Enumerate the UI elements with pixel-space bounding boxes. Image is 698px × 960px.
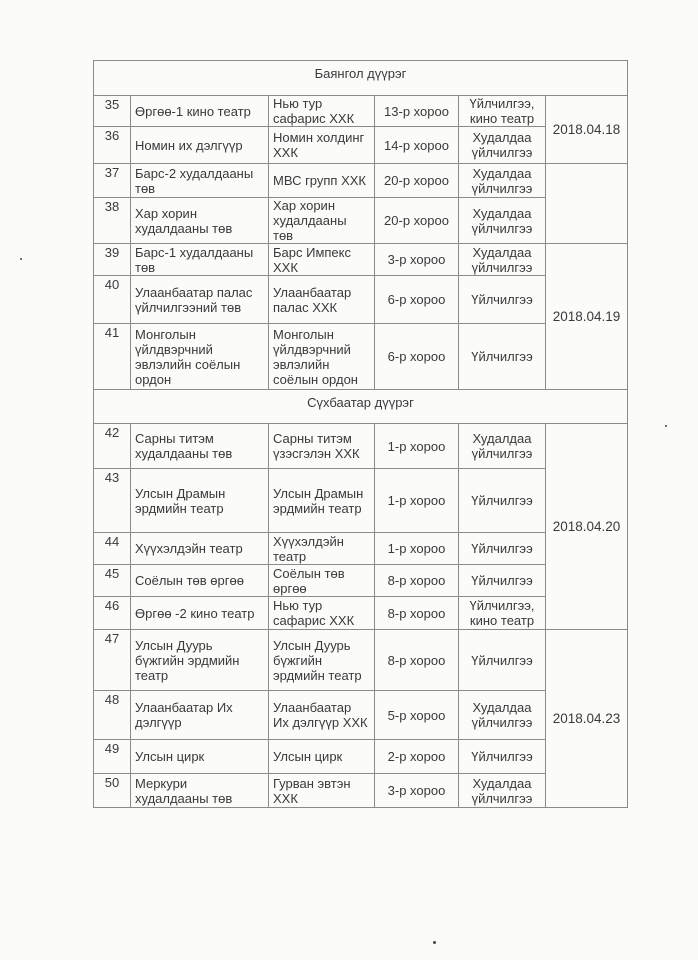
service-type: Үйлчилгээ bbox=[459, 469, 546, 533]
khoroo: 20-р хороо bbox=[375, 198, 459, 244]
district-title: Сүхбаатар дүүрэг bbox=[94, 390, 628, 424]
organization: Соёлын төв өргөө bbox=[269, 565, 375, 597]
row-number: 49 bbox=[94, 740, 131, 774]
service-type: Худалдаа үйлчилгээ bbox=[459, 198, 546, 244]
inspection-schedule-table bbox=[93, 60, 628, 808]
row-number: 47 bbox=[94, 630, 131, 691]
inspection-date: 2018.04.18 bbox=[546, 96, 628, 164]
khoroo: 6-р хороо bbox=[375, 276, 459, 324]
row-number: 44 bbox=[94, 533, 131, 565]
khoroo: 2-р хороо bbox=[375, 740, 459, 774]
row-number: 35 bbox=[94, 96, 131, 127]
venue-name: Меркури худалдааны төв bbox=[131, 774, 269, 808]
scan-speck bbox=[20, 258, 22, 260]
venue-name: Улсын Дуурь бүжгийн эрдмийн театр bbox=[131, 630, 269, 691]
khoroo: 3-р хороо bbox=[375, 244, 459, 276]
inspection-date: 2018.04.20 bbox=[546, 424, 628, 630]
khoroo: 8-р хороо bbox=[375, 565, 459, 597]
service-type: Үйлчилгээ bbox=[459, 324, 546, 390]
service-type: Үйлчилгээ bbox=[459, 740, 546, 774]
row-number: 40 bbox=[94, 276, 131, 324]
table-row bbox=[94, 164, 628, 198]
service-type: Худалдаа үйлчилгээ bbox=[459, 127, 546, 164]
service-type: Үйлчилгээ bbox=[459, 630, 546, 691]
khoroo: 6-р хороо bbox=[375, 324, 459, 390]
scan-speck bbox=[433, 941, 436, 944]
venue-name: Өргөө -2 кино театр bbox=[131, 597, 269, 630]
table-row bbox=[94, 424, 628, 469]
district-header-row bbox=[94, 390, 628, 424]
venue-name: Улсын цирк bbox=[131, 740, 269, 774]
row-number: 36 bbox=[94, 127, 131, 164]
venue-name: Улсын Драмын эрдмийн театр bbox=[131, 469, 269, 533]
organization: Улаанбаатар палас ХХК bbox=[269, 276, 375, 324]
venue-name: Монголын үйлдвэрчний эвлэлийн соёлын ордон bbox=[131, 324, 269, 390]
service-type: Худалдаа үйлчилгээ bbox=[459, 164, 546, 198]
inspection-date bbox=[546, 164, 628, 244]
service-type: Үйлчилгээ bbox=[459, 565, 546, 597]
row-number: 37 bbox=[94, 164, 131, 198]
khoroo: 8-р хороо bbox=[375, 597, 459, 630]
district-title: Баянгол дүүрэг bbox=[94, 61, 628, 96]
khoroo: 13-р хороо bbox=[375, 96, 459, 127]
venue-name: Сарны титэм худалдааны төв bbox=[131, 424, 269, 469]
row-number: 48 bbox=[94, 691, 131, 740]
khoroo: 1-р хороо bbox=[375, 469, 459, 533]
table-row bbox=[94, 630, 628, 691]
venue-name: Өргөө-1 кино театр bbox=[131, 96, 269, 127]
organization: Хар хорин худалдааны төв bbox=[269, 198, 375, 244]
khoroo: 1-р хороо bbox=[375, 533, 459, 565]
organization: Хүүхэлдэйн театр bbox=[269, 533, 375, 565]
service-type: Худалдаа үйлчилгээ bbox=[459, 424, 546, 469]
venue-name: Улаанбаатар палас үйлчилгээний төв bbox=[131, 276, 269, 324]
service-type: Худалдаа үйлчилгээ bbox=[459, 774, 546, 808]
venue-name: Барс-1 худалдааны төв bbox=[131, 244, 269, 276]
service-type: Худалдаа үйлчилгээ bbox=[459, 691, 546, 740]
khoroo: 1-р хороо bbox=[375, 424, 459, 469]
row-number: 41 bbox=[94, 324, 131, 390]
service-type: Үйлчилгээ bbox=[459, 533, 546, 565]
scan-speck bbox=[665, 425, 667, 427]
row-number: 46 bbox=[94, 597, 131, 630]
organization: Нью тур сафарис ХХК bbox=[269, 597, 375, 630]
inspection-date: 2018.04.19 bbox=[546, 244, 628, 390]
organization: Нью тур сафарис ХХК bbox=[269, 96, 375, 127]
organization: Улсын Драмын эрдмийн театр bbox=[269, 469, 375, 533]
organization: Номин холдинг ХХК bbox=[269, 127, 375, 164]
row-number: 38 bbox=[94, 198, 131, 244]
venue-name: Соёлын төв өргөө bbox=[131, 565, 269, 597]
khoroo: 5-р хороо bbox=[375, 691, 459, 740]
inspection-date: 2018.04.23 bbox=[546, 630, 628, 808]
district-header-row bbox=[94, 61, 628, 96]
row-number: 42 bbox=[94, 424, 131, 469]
venue-name: Хүүхэлдэйн театр bbox=[131, 533, 269, 565]
khoroo: 20-р хороо bbox=[375, 164, 459, 198]
organization: Сарны титэм үзэсгэлэн ХХК bbox=[269, 424, 375, 469]
khoroo: 3-р хороо bbox=[375, 774, 459, 808]
row-number: 43 bbox=[94, 469, 131, 533]
organization: Улсын Дуурь бүжгийн эрдмийн театр bbox=[269, 630, 375, 691]
service-type: Худалдаа үйлчилгээ bbox=[459, 244, 546, 276]
venue-name: Барс-2 худалдааны төв bbox=[131, 164, 269, 198]
khoroo: 8-р хороо bbox=[375, 630, 459, 691]
khoroo: 14-р хороо bbox=[375, 127, 459, 164]
service-type: Үйлчилгээ bbox=[459, 276, 546, 324]
organization: Гурван эвтэн ХХК bbox=[269, 774, 375, 808]
service-type: Үйлчилгээ, кино театр bbox=[459, 597, 546, 630]
table-row bbox=[94, 244, 628, 276]
row-number: 50 bbox=[94, 774, 131, 808]
venue-name: Номин их дэлгүүр bbox=[131, 127, 269, 164]
organization: Барс Импекс ХХК bbox=[269, 244, 375, 276]
venue-name: Хар хорин худалдааны төв bbox=[131, 198, 269, 244]
venue-name: Улаанбаатар Их дэлгүүр bbox=[131, 691, 269, 740]
organization: Монголын үйлдвэрчний эвлэлийн соёлын ордон bbox=[269, 324, 375, 390]
organization: Улсын цирк bbox=[269, 740, 375, 774]
table-row bbox=[94, 96, 628, 127]
service-type: Үйлчилгээ, кино театр bbox=[459, 96, 546, 127]
row-number: 39 bbox=[94, 244, 131, 276]
organization: Улаанбаатар Их дэлгүүр ХХК bbox=[269, 691, 375, 740]
row-number: 45 bbox=[94, 565, 131, 597]
organization: МВС групп ХХК bbox=[269, 164, 375, 198]
